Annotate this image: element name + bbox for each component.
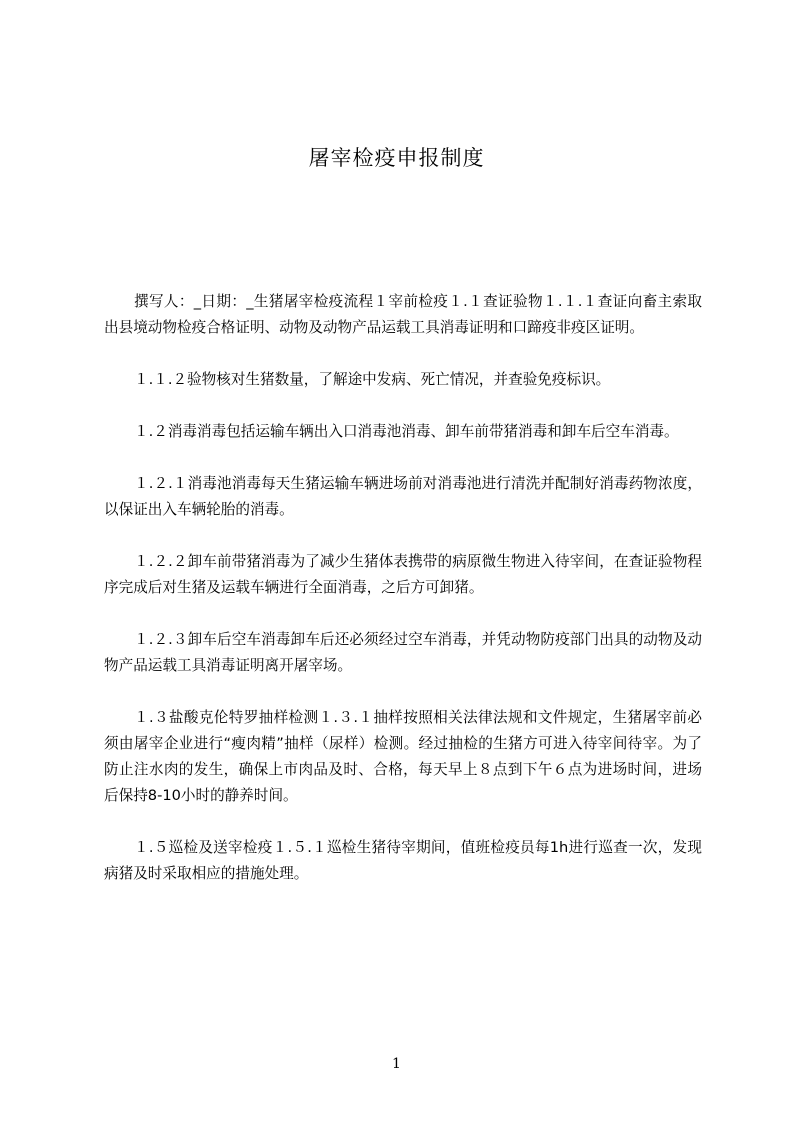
document-title: 屠宰检疫申报制度 xyxy=(308,146,485,170)
paragraph: １.２消毒消毒包括运输车辆出入口消毒池消毒、卸车前带猪消毒和卸车后空车消毒。 xyxy=(134,423,679,440)
paragraph: １.２.１消毒池消毒每天生猪运输车辆进场前对消毒池进行清洗并配制好消毒药物浓度，以保证出入车辆轮胎的消毒。 xyxy=(104,475,702,518)
document-body xyxy=(104,289,702,913)
paragraph: １.１.２验物核对生猪数量，了解途中发病、死亡情况，并查验免疫标识。 xyxy=(134,371,611,388)
page-number: 1 xyxy=(392,1056,401,1072)
paragraph: １.２.３卸车后空车消毒卸车后还必须经过空车消毒，并凭动物防疫部门出具的动物及动物产品运载工具消毒证明离开屠宰场。 xyxy=(104,631,702,674)
paragraph: １.３盐酸克伦特罗抽样检测１.３.１抽样按照相关法律法规和文件规定，生猪屠宰前必须由屠宰企业进行“瘦肉精”抽样（尿样）检测。经过抽检的生猪方可进入待宰间待宰。为了防止注水肉的发生，确保上市肉品及时、合格，每天早上８点到下午６点为进场时间，进场后保持8-10小时的静养时间。 xyxy=(104,709,702,804)
paragraph: １.２.２卸车前带猪消毒为了减少生猪体表携带的病原微生物进入待宰间，在查证验物程序完成后对生猪及运载车辆进行全面消毒，之后方可卸猪。 xyxy=(104,553,702,596)
paragraph: １.５巡检及送宰检疫１.５.１巡检生猪待宰期间，值班检疫员每1h进行巡查一次，发现病猪及时采取相应的措施处理。 xyxy=(104,839,702,882)
paragraph: 撰写人：_日期：_生猪屠宰检疫流程１宰前检疫１.１查证验物１.１.１查证向畜主索取出县境动物检疫合格证明、动物及动物产品运载工具消毒证明和口蹄疫非疫区证明。 xyxy=(104,293,702,336)
